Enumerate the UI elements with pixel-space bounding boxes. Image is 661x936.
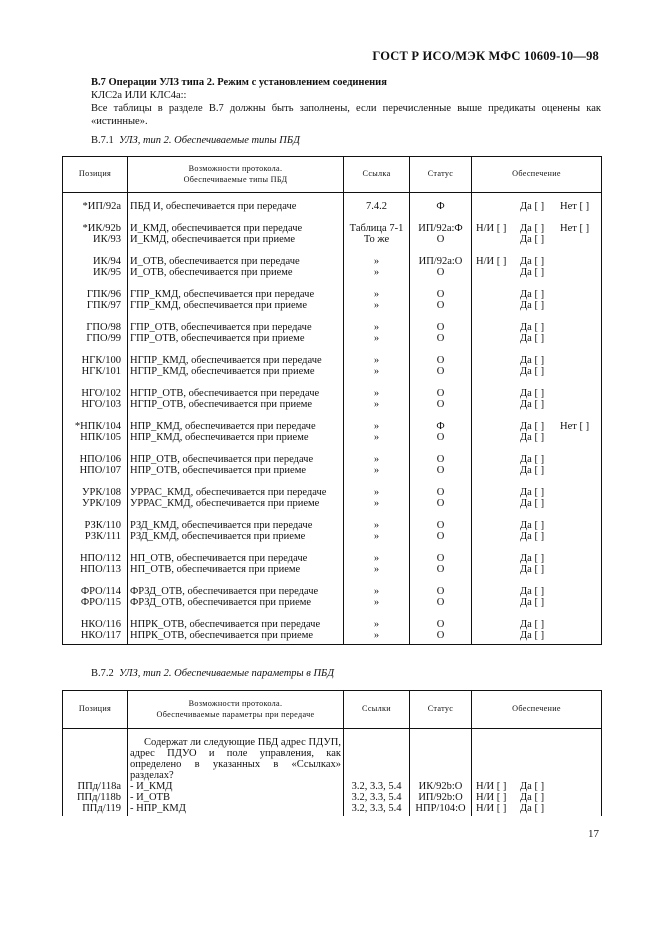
reference-text: » bbox=[344, 608, 410, 630]
status-text: ИП/92а:Ф bbox=[410, 212, 472, 234]
reference-text: » bbox=[344, 432, 410, 443]
table-row bbox=[63, 608, 602, 630]
feature-text: НПР_ОТВ, обеспечивается при передаче bbox=[128, 443, 344, 465]
reference-text: » bbox=[344, 344, 410, 366]
feature-text: НПРК_ОТВ, обеспечивается при приеме bbox=[128, 630, 344, 645]
table-row bbox=[63, 498, 602, 509]
support-cell bbox=[472, 278, 602, 300]
feature-text: И_ОТВ, обеспечивается при приеме bbox=[128, 267, 344, 278]
table-row bbox=[63, 278, 602, 300]
table-row bbox=[63, 729, 602, 782]
support-yes-checkbox[interactable]: Да [ ] bbox=[520, 322, 545, 333]
support-yes-checkbox[interactable]: Да [ ] bbox=[520, 421, 545, 432]
status-text: О bbox=[410, 267, 472, 278]
question-text: Содержат ли следующие ПБД адрес ПДУП, адрес ПДУО и поле управления, как определено в указанных в «Ссылках» разделах? bbox=[128, 729, 344, 782]
support-cell bbox=[472, 542, 602, 564]
support-no-checkbox[interactable]: Нет [ ] bbox=[560, 421, 590, 432]
table-row bbox=[63, 542, 602, 564]
reference-text: » bbox=[344, 476, 410, 498]
reference-text: » bbox=[344, 267, 410, 278]
page-header: ГОСТ Р ИСО/МЭК МФС 10609-10—98 bbox=[372, 49, 599, 63]
support-yes-checkbox[interactable]: Да [ ] bbox=[520, 586, 545, 597]
support-cell bbox=[472, 564, 602, 575]
position-id: НПО/113 bbox=[63, 564, 128, 575]
position-id: РЗК/111 bbox=[63, 531, 128, 542]
support-na-checkbox[interactable]: Н/И [ ] bbox=[476, 792, 507, 803]
table-row bbox=[63, 212, 602, 234]
table-row bbox=[63, 311, 602, 333]
reference-text: 3.2, 3.3, 5.4 bbox=[344, 781, 410, 792]
col-header-support: Обеспечение bbox=[472, 691, 602, 729]
status-text: О bbox=[410, 608, 472, 630]
table-pdu-parameters bbox=[62, 690, 602, 816]
feature-text: - И_КМД bbox=[128, 781, 344, 792]
support-cell bbox=[472, 792, 602, 803]
table-row bbox=[63, 432, 602, 443]
table1-caption-num: В.7.1 bbox=[91, 135, 114, 146]
reference-text: » bbox=[344, 542, 410, 564]
position-id: ППд/119 bbox=[63, 803, 128, 816]
table-row bbox=[63, 476, 602, 498]
reference-text: » bbox=[344, 575, 410, 597]
support-cell bbox=[472, 443, 602, 465]
table-row bbox=[63, 781, 602, 792]
table-row bbox=[63, 509, 602, 531]
status-text: О bbox=[410, 476, 472, 498]
support-cell bbox=[472, 465, 602, 476]
status-text: О bbox=[410, 531, 472, 542]
support-na-checkbox[interactable]: Н/И [ ] bbox=[476, 223, 507, 234]
feature-text: НГПР_ОТВ, обеспечивается при передаче bbox=[128, 377, 344, 399]
feature-text: РЗД_КМД, обеспечивается при передаче bbox=[128, 509, 344, 531]
reference-text: » bbox=[344, 245, 410, 267]
position-id: НГО/102 bbox=[63, 377, 128, 399]
table-row bbox=[63, 267, 602, 278]
table-row bbox=[63, 597, 602, 608]
support-cell bbox=[472, 245, 602, 267]
status-text: О bbox=[410, 366, 472, 377]
status-text: О bbox=[410, 630, 472, 645]
status-text: НПР/104:О bbox=[410, 803, 472, 816]
status-text: О bbox=[410, 377, 472, 399]
feature-text: НГПР_ОТВ, обеспечивается при приеме bbox=[128, 399, 344, 410]
reference-text: То же bbox=[344, 234, 410, 245]
reference-text: » bbox=[344, 509, 410, 531]
position-id: НПК/105 bbox=[63, 432, 128, 443]
table-row bbox=[63, 792, 602, 803]
status-text: О bbox=[410, 465, 472, 476]
table2-header-row bbox=[63, 691, 602, 729]
status-text: О bbox=[410, 432, 472, 443]
support-cell bbox=[472, 234, 602, 245]
feature-text: НПРК_ОТВ, обеспечивается при передаче bbox=[128, 608, 344, 630]
status-text: О bbox=[410, 399, 472, 410]
support-yes-checkbox[interactable]: Да [ ] bbox=[520, 465, 545, 476]
position-id: РЗК/110 bbox=[63, 509, 128, 531]
support-cell bbox=[472, 300, 602, 311]
status-text: Ф bbox=[410, 193, 472, 213]
feature-text: - И_ОТВ bbox=[128, 792, 344, 803]
reference-text: » bbox=[344, 564, 410, 575]
position-id: ГПО/99 bbox=[63, 333, 128, 344]
feature-text: НГПР_КМД, обеспечивается при передаче bbox=[128, 344, 344, 366]
support-cell bbox=[472, 531, 602, 542]
table-row bbox=[63, 366, 602, 377]
status-text: О bbox=[410, 311, 472, 333]
feature-text: НПР_ОТВ, обеспечивается при приеме bbox=[128, 465, 344, 476]
col-header-reference: Ссылка bbox=[344, 157, 410, 193]
position-id: НПО/107 bbox=[63, 465, 128, 476]
position-id: НГО/103 bbox=[63, 399, 128, 410]
reference-text: Таблица 7-1 bbox=[344, 212, 410, 234]
table-row bbox=[63, 410, 602, 432]
status-text: О bbox=[410, 344, 472, 366]
support-yes-checkbox[interactable]: Да [ ] bbox=[520, 564, 545, 575]
table2-body bbox=[63, 729, 602, 817]
position-id: НГК/101 bbox=[63, 366, 128, 377]
support-cell bbox=[472, 597, 602, 608]
support-cell bbox=[472, 575, 602, 597]
feature-text: ФРЗД_ОТВ, обеспечивается при приеме bbox=[128, 597, 344, 608]
col-header-features-line1: Возможности протокола. bbox=[188, 164, 283, 173]
position-id: ИК/95 bbox=[63, 267, 128, 278]
support-yes-checkbox[interactable]: Да [ ] bbox=[520, 487, 545, 498]
support-yes-checkbox[interactable]: Да [ ] bbox=[520, 333, 545, 344]
status-text: О bbox=[410, 542, 472, 564]
position-id: *ИК/92b bbox=[63, 212, 128, 234]
status-text: О bbox=[410, 575, 472, 597]
feature-text: И_ОТВ, обеспечивается при передаче bbox=[128, 245, 344, 267]
position-id: ИК/93 bbox=[63, 234, 128, 245]
reference-text: 7.4.2 bbox=[344, 193, 410, 213]
col-header-features-line2: Обеспечиваемые параметры при передаче bbox=[156, 709, 315, 719]
col-header-features-line1: Возможности протокола. bbox=[188, 699, 283, 708]
status-text: О bbox=[410, 564, 472, 575]
support-yes-checkbox[interactable]: Да [ ] bbox=[520, 223, 545, 234]
table-pdu-types bbox=[62, 156, 602, 645]
reference-text: » bbox=[344, 278, 410, 300]
position-id: ФРО/115 bbox=[63, 597, 128, 608]
table-row bbox=[63, 234, 602, 245]
table2-caption-num: В.7.2 bbox=[91, 668, 114, 679]
support-cell bbox=[472, 803, 602, 816]
reference-text: » bbox=[344, 333, 410, 344]
col-header-support: Обеспечение bbox=[472, 157, 602, 193]
feature-text: ГПР_ОТВ, обеспечивается при передаче bbox=[128, 311, 344, 333]
feature-text: НП_ОТВ, обеспечивается при приеме bbox=[128, 564, 344, 575]
support-yes-checkbox[interactable]: Да [ ] bbox=[520, 256, 545, 267]
status-text: О bbox=[410, 333, 472, 344]
support-yes-checkbox[interactable]: Да [ ] bbox=[520, 289, 545, 300]
feature-text: РЗД_КМД, обеспечивается при приеме bbox=[128, 531, 344, 542]
support-cell bbox=[472, 432, 602, 443]
col-header-status: Статус bbox=[410, 157, 472, 193]
col-header-position: Позиция bbox=[63, 157, 128, 193]
position-id: НПО/112 bbox=[63, 542, 128, 564]
support-yes-checkbox[interactable]: Да [ ] bbox=[520, 432, 545, 443]
col-header-features bbox=[128, 691, 344, 729]
support-yes-checkbox[interactable]: Да [ ] bbox=[520, 803, 545, 814]
position-id: *НПК/104 bbox=[63, 410, 128, 432]
support-yes-checkbox[interactable]: Да [ ] bbox=[520, 388, 545, 399]
table-row bbox=[63, 531, 602, 542]
support-yes-checkbox[interactable]: Да [ ] bbox=[520, 300, 545, 311]
table-row bbox=[63, 465, 602, 476]
reference-text: » bbox=[344, 366, 410, 377]
col-header-features-line2: Обеспечиваемые типы ПБД bbox=[183, 174, 288, 184]
feature-text: И_КМД, обеспечивается при передаче bbox=[128, 212, 344, 234]
table1-caption-text: УЛЗ, тип 2. Обеспечиваемые типы ПБД bbox=[119, 135, 300, 146]
support-na-checkbox[interactable]: Н/И [ ] bbox=[476, 256, 507, 267]
status-text: О bbox=[410, 509, 472, 531]
reference-text: » bbox=[344, 465, 410, 476]
status-text: О bbox=[410, 498, 472, 509]
reference-text: » bbox=[344, 630, 410, 645]
status-text: О bbox=[410, 278, 472, 300]
support-cell bbox=[472, 311, 602, 333]
support-cell bbox=[472, 630, 602, 645]
position-id: НКО/116 bbox=[63, 608, 128, 630]
reference-text: » bbox=[344, 531, 410, 542]
support-yes-checkbox[interactable]: Да [ ] bbox=[520, 498, 545, 509]
reference-text: » bbox=[344, 399, 410, 410]
feature-text: УРРАС_КМД, обеспечивается при передаче bbox=[128, 476, 344, 498]
position-id: ФРО/114 bbox=[63, 575, 128, 597]
reference-text: » bbox=[344, 311, 410, 333]
support-cell bbox=[472, 410, 602, 432]
table-row bbox=[63, 300, 602, 311]
feature-text: ГПР_ОТВ, обеспечивается при приеме bbox=[128, 333, 344, 344]
page-number: 17 bbox=[588, 828, 599, 840]
table-row bbox=[63, 377, 602, 399]
support-yes-checkbox[interactable]: Да [ ] bbox=[520, 597, 545, 608]
position-id: ГПО/98 bbox=[63, 311, 128, 333]
status-text: ИП/92b:О bbox=[410, 792, 472, 803]
position-id: УРК/109 bbox=[63, 498, 128, 509]
col-header-references: Ссылки bbox=[344, 691, 410, 729]
status-text: О bbox=[410, 234, 472, 245]
reference-text: 3.2, 3.3, 5.4 bbox=[344, 803, 410, 816]
reference-text: » bbox=[344, 410, 410, 432]
support-yes-checkbox[interactable]: Да [ ] bbox=[520, 792, 545, 803]
table1-body bbox=[63, 193, 602, 645]
table-row bbox=[63, 443, 602, 465]
support-cell bbox=[472, 366, 602, 377]
feature-text: НПР_КМД, обеспечивается при приеме bbox=[128, 432, 344, 443]
table-row bbox=[63, 564, 602, 575]
section-heading: В.7 Операции УЛЗ типа 2. Режим с установлением соединения bbox=[91, 77, 387, 88]
support-cell bbox=[472, 608, 602, 630]
table2-caption-text: УЛЗ, тип 2. Обеспечиваемые параметры в ПБД bbox=[119, 668, 335, 679]
support-yes-checkbox[interactable]: Да [ ] bbox=[520, 553, 545, 564]
support-yes-checkbox[interactable]: Да [ ] bbox=[520, 201, 545, 212]
position-id: УРК/108 bbox=[63, 476, 128, 498]
table-row bbox=[63, 333, 602, 344]
support-no-checkbox[interactable]: Нет [ ] bbox=[560, 223, 590, 234]
support-yes-checkbox[interactable]: Да [ ] bbox=[520, 781, 545, 792]
section-body: Все таблицы в разделе В.7 должны быть заполнены, если перечисленные выше предикаты оценены как «истинные». bbox=[91, 103, 601, 127]
position-id: НГК/100 bbox=[63, 344, 128, 366]
support-cell bbox=[472, 344, 602, 366]
support-yes-checkbox[interactable]: Да [ ] bbox=[520, 234, 545, 245]
col-header-status: Статус bbox=[410, 691, 472, 729]
support-cell bbox=[472, 212, 602, 234]
support-yes-checkbox[interactable]: Да [ ] bbox=[520, 619, 545, 630]
support-cell bbox=[472, 476, 602, 498]
reference-text: » bbox=[344, 498, 410, 509]
table-row bbox=[63, 399, 602, 410]
support-yes-checkbox[interactable]: Да [ ] bbox=[520, 454, 545, 465]
col-header-features bbox=[128, 157, 344, 193]
status-text: ИК/92b:О bbox=[410, 781, 472, 792]
status-text: О bbox=[410, 597, 472, 608]
table-row bbox=[63, 803, 602, 816]
table-row bbox=[63, 630, 602, 645]
position-id: *ИП/92а bbox=[63, 193, 128, 213]
position-id: НПО/106 bbox=[63, 443, 128, 465]
position-id: ГПК/97 bbox=[63, 300, 128, 311]
table-row bbox=[63, 245, 602, 267]
feature-text: И_КМД, обеспечивается при приеме bbox=[128, 234, 344, 245]
reference-text: » bbox=[344, 377, 410, 399]
support-cell bbox=[472, 509, 602, 531]
position-id: ППд/118а bbox=[63, 781, 128, 792]
support-cell bbox=[472, 498, 602, 509]
support-na-checkbox[interactable]: Н/И [ ] bbox=[476, 781, 507, 792]
feature-text: ГПР_КМД, обеспечивается при передаче bbox=[128, 278, 344, 300]
support-cell bbox=[472, 781, 602, 792]
position-id: НКО/117 bbox=[63, 630, 128, 645]
support-cell bbox=[472, 267, 602, 278]
support-no-checkbox[interactable]: Нет [ ] bbox=[560, 201, 590, 212]
table-row bbox=[63, 575, 602, 597]
position-id: ИК/94 bbox=[63, 245, 128, 267]
support-yes-checkbox[interactable]: Да [ ] bbox=[520, 520, 545, 531]
table1-header-row bbox=[63, 157, 602, 193]
col-header-position: Позиция bbox=[63, 691, 128, 729]
feature-text: - НПР_КМД bbox=[128, 803, 344, 816]
support-na-checkbox[interactable]: Н/И [ ] bbox=[476, 803, 507, 814]
reference-text: » bbox=[344, 300, 410, 311]
reference-text: 3.2, 3.3, 5.4 bbox=[344, 792, 410, 803]
support-cell bbox=[472, 333, 602, 344]
position-id: ГПК/96 bbox=[63, 278, 128, 300]
feature-text: УРРАС_КМД, обеспечивается при приеме bbox=[128, 498, 344, 509]
support-cell bbox=[472, 399, 602, 410]
support-yes-checkbox[interactable]: Да [ ] bbox=[520, 630, 545, 641]
feature-text: ПБД И, обеспечивается при передаче bbox=[128, 193, 344, 213]
position-id: ППд/118b bbox=[63, 792, 128, 803]
table1-caption bbox=[91, 135, 300, 146]
support-yes-checkbox[interactable]: Да [ ] bbox=[520, 267, 545, 278]
status-text: О bbox=[410, 300, 472, 311]
status-text: ИП/92а:О bbox=[410, 245, 472, 267]
reference-text: » bbox=[344, 443, 410, 465]
support-cell bbox=[472, 377, 602, 399]
status-text: Ф bbox=[410, 410, 472, 432]
feature-text: НП_ОТВ, обеспечивается при передаче bbox=[128, 542, 344, 564]
section-subheading: КЛС2а ИЛИ КЛС4а:: bbox=[91, 90, 187, 101]
support-yes-checkbox[interactable]: Да [ ] bbox=[520, 531, 545, 542]
support-yes-checkbox[interactable]: Да [ ] bbox=[520, 366, 545, 377]
reference-text: » bbox=[344, 597, 410, 608]
feature-text: ФРЗД_ОТВ, обеспечивается при передаче bbox=[128, 575, 344, 597]
feature-text: НГПР_КМД, обеспечивается при приеме bbox=[128, 366, 344, 377]
table-row bbox=[63, 193, 602, 213]
table-row bbox=[63, 344, 602, 366]
support-yes-checkbox[interactable]: Да [ ] bbox=[520, 399, 545, 410]
feature-text: НПР_КМД, обеспечивается при передаче bbox=[128, 410, 344, 432]
support-yes-checkbox[interactable]: Да [ ] bbox=[520, 355, 545, 366]
table2-caption bbox=[91, 668, 334, 679]
feature-text: ГПР_КМД, обеспечивается при приеме bbox=[128, 300, 344, 311]
support-cell bbox=[472, 193, 602, 213]
status-text: О bbox=[410, 443, 472, 465]
